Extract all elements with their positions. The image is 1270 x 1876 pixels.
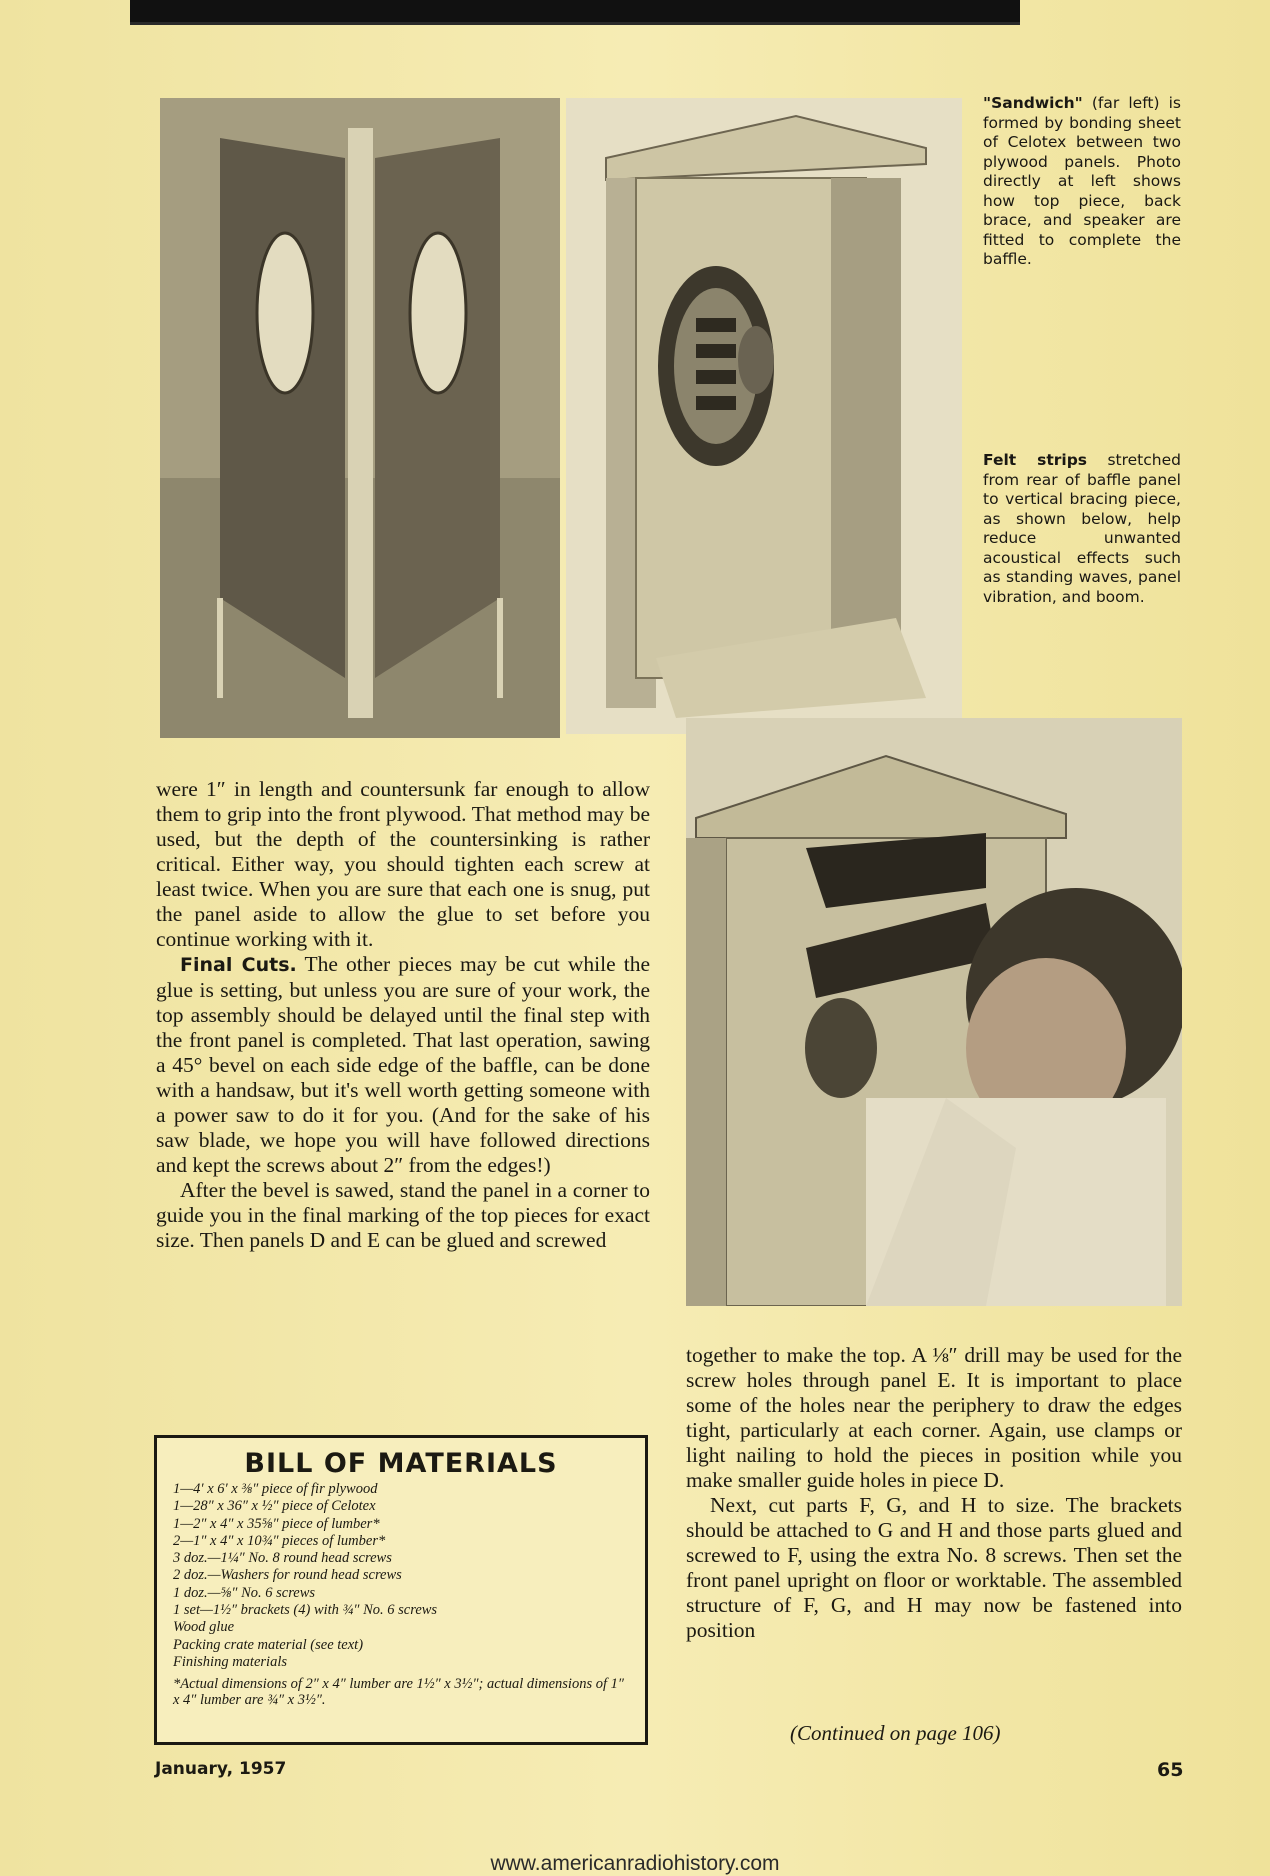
bom-item: 1 doz.—⅝″ No. 6 screws (173, 1584, 316, 1601)
caption-felt-strips (983, 451, 1181, 607)
caption-sandwich-lead: "Sandwich" (983, 94, 1083, 112)
final-cuts-heading: Final Cuts. (180, 954, 297, 976)
left-text-column (156, 777, 650, 1253)
left-para-1: were 1″ in length and countersunk far enough to allow them to grip into the front plywood. That method may be used, but the depth of the countersinking is rather critical. Either way, you should tighten each screw at least twice. When you are sure that each one is snug, put the panel aside to allow the glue to set before you continue working with it. (156, 777, 650, 951)
left-para-2-text: The other pieces may be cut while the glue is setting, but unless you are sure of your work, the top assembly should be delayed until the final step with the front panel is completed. That last operation, sawing a 45° bevel on each side edge of the baffle, can be done with a handsaw, but it's well worth getting someone with a power saw to do it for you. (And for the sake of his saw blade, we hope you will have followed directions and kept the screws about 2″ from the edges!) (156, 952, 650, 1177)
photo-sandwich-panels (160, 98, 560, 738)
photo-assembled-baffle (566, 98, 962, 734)
caption-felt-text: stretched from rear of baffle panel to vertical bracing piece, as shown below, help reduce unwanted acoustical effects such as standing waves, panel vibration, and boom. (983, 451, 1181, 606)
bom-item: Wood glue (173, 1619, 235, 1636)
bill-of-materials-list (173, 1481, 629, 1671)
caption-felt-lead: Felt strips (983, 451, 1088, 469)
bom-item: Packing crate material (see text) (173, 1636, 364, 1653)
page-number: 65 (1157, 1759, 1184, 1781)
source-watermark: www.americanradiohistory.com (490, 1852, 780, 1875)
left-para-2 (156, 952, 650, 1178)
continued-on-page-note: (Continued on page 106) (790, 1721, 1001, 1745)
bill-of-materials-box (154, 1435, 648, 1745)
photo-felt-strips-installation (686, 718, 1182, 1306)
bom-footnote: *Actual dimensions of 2″ x 4″ lumber are 1½″ x 3½″; actual dimensions of 1″ x 4″ lumber are ¾″ x 3½″. (173, 1676, 624, 1709)
bom-item: 1—2″ x 4″ x 35⅝″ piece of lumber* (173, 1515, 380, 1532)
bom-item: 2 doz.—Washers for round head screws (173, 1567, 402, 1584)
bom-item: 3 doz.—1¼″ No. 8 round head screws (173, 1550, 392, 1567)
top-torn-bar (130, 0, 1020, 25)
caption-sandwich (983, 94, 1181, 270)
bom-item: 1 set—1½″ brackets (4) with ¾″ No. 6 screws (173, 1602, 438, 1619)
bom-item: 1—28″ x 36″ x ½″ piece of Celotex (173, 1498, 376, 1515)
bom-item: 2—1″ x 4″ x 10¾″ pieces of lumber* (173, 1532, 386, 1549)
right-para-2: Next, cut parts F, G, and H to size. The brackets should be attached to G and H and those parts glued and screwed to F, using the extra No. 8 screws. Then set the front panel upright on floor or worktable. The assembled structure of F, G, and H may now be fastened into position (686, 1493, 1182, 1642)
issue-date: January, 1957 (155, 1759, 287, 1779)
bom-item: 1—4′ x 6′ x ⅜″ piece of fir plywood (173, 1481, 378, 1497)
right-text-column (686, 1343, 1182, 1643)
caption-sandwich-text: (far left) is formed by bonding sheet of Celotex between two plywood panels. Photo directly at left shows how top piece, back brace, and speaker are fitted to complete the baffle. (983, 94, 1181, 268)
right-para-1: together to make the top. A ⅛″ drill may be used for the screw holes through panel E. It is important to place some of the holes near the periphery to draw the edges tight, particularly at each corner. Again, use clamps or light nailing to hold the pieces in position while you make smaller guide holes in piece D. (686, 1343, 1182, 1492)
bom-item: Finishing materials (173, 1653, 287, 1670)
left-para-3: After the bevel is sawed, stand the panel in a corner to guide you in the final marking of the top pieces for exact size. Then panels D and E can be glued and screwed (156, 1178, 650, 1252)
bill-of-materials-title: BILL OF MATERIALS (244, 1448, 558, 1479)
